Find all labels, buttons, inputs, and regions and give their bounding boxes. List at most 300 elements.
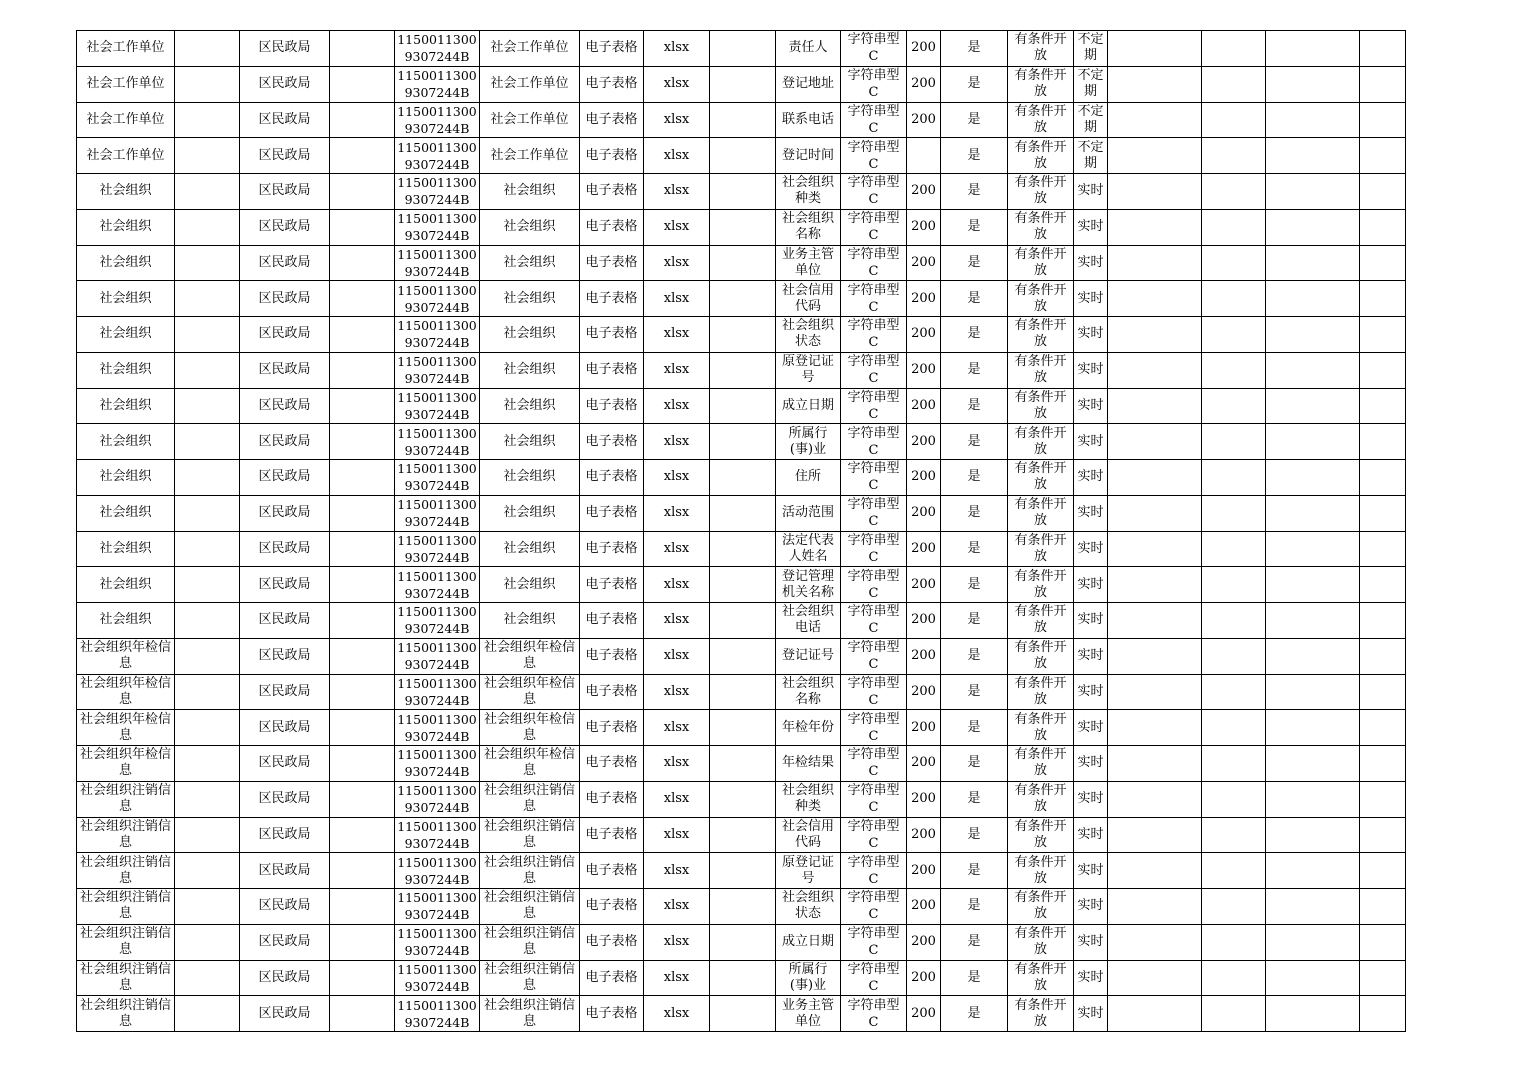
empty-cell <box>1108 460 1202 496</box>
empty-cell <box>1108 281 1202 317</box>
field-name-cell-text: 原登记证号 <box>781 854 834 886</box>
category-cell-text: 社会组织 <box>99 183 152 199</box>
required-cell <box>941 424 1008 460</box>
category-cell-text: 社会组织年检信息 <box>79 675 171 707</box>
empty-cell <box>175 495 240 531</box>
field-name-cell-text: 登记管理机关名称 <box>781 568 834 600</box>
field-name-cell <box>776 781 841 817</box>
update-rate-cell-text: 实时 <box>1077 433 1104 449</box>
format-cell-text: 电子表格 <box>585 1005 638 1021</box>
table-row <box>77 531 1406 567</box>
format-cell <box>580 460 644 496</box>
empty-cell <box>1108 102 1202 138</box>
format-cell <box>580 781 644 817</box>
empty-cell <box>710 638 776 674</box>
field-name-cell <box>776 853 841 889</box>
credit-code-cell <box>395 531 480 567</box>
department-cell <box>240 281 330 317</box>
empty-cell <box>330 889 395 925</box>
format-cell-text: 电子表格 <box>585 469 638 485</box>
format-cell-text: 电子表格 <box>585 826 638 842</box>
department-cell <box>240 174 330 210</box>
credit-code-cell-text: 11500113009307244B <box>397 68 477 101</box>
data-type-cell <box>841 209 907 245</box>
share-type-cell <box>1008 960 1074 996</box>
update-rate-cell-text: 不定期 <box>1077 139 1104 171</box>
empty-cell <box>1108 245 1202 281</box>
resource-name-cell <box>480 567 580 603</box>
field-name-cell-text: 社会组织种类 <box>781 175 834 207</box>
table-row <box>77 31 1406 67</box>
field-name-cell <box>776 638 841 674</box>
empty-cell <box>175 889 240 925</box>
required-cell-text: 是 <box>967 397 981 413</box>
extension-cell <box>644 245 710 281</box>
field-name-cell-text: 责任人 <box>788 40 828 56</box>
empty-cell <box>330 388 395 424</box>
field-name-cell <box>776 388 841 424</box>
department-cell <box>240 209 330 245</box>
field-name-cell <box>776 710 841 746</box>
category-cell <box>77 567 175 603</box>
resource-name-cell-text: 社会组织年检信息 <box>483 640 575 672</box>
data-type-cell-text: 字符串型C <box>847 497 900 530</box>
empty-cell <box>1202 245 1266 281</box>
table-row <box>77 460 1406 496</box>
department-cell <box>240 746 330 782</box>
empty-cell <box>1108 638 1202 674</box>
empty-cell <box>1360 388 1406 424</box>
length-cell-text: 200 <box>911 469 936 485</box>
required-cell <box>941 674 1008 710</box>
field-name-cell <box>776 567 841 603</box>
category-cell <box>77 174 175 210</box>
extension-cell-text: xlsx <box>663 969 690 985</box>
field-name-cell-text: 社会信用代码 <box>781 818 834 850</box>
empty-cell <box>1360 31 1406 67</box>
update-rate-cell-text: 实时 <box>1077 862 1104 878</box>
empty-cell <box>710 460 776 496</box>
empty-cell <box>1266 317 1360 353</box>
empty-cell <box>330 317 395 353</box>
category-cell-text: 社会组织注销信息 <box>79 854 171 886</box>
empty-cell <box>1108 674 1202 710</box>
empty-cell <box>1266 209 1360 245</box>
empty-cell <box>710 245 776 281</box>
format-cell <box>580 889 644 925</box>
data-type-cell <box>841 674 907 710</box>
required-cell <box>941 889 1008 925</box>
length-cell <box>907 674 941 710</box>
format-cell-text: 电子表格 <box>585 898 638 914</box>
credit-code-cell <box>395 924 480 960</box>
credit-code-cell <box>395 317 480 353</box>
format-cell <box>580 746 644 782</box>
required-cell-text: 是 <box>967 791 981 807</box>
category-cell <box>77 853 175 889</box>
resource-name-cell <box>480 317 580 353</box>
credit-code-cell <box>395 209 480 245</box>
format-cell <box>580 281 644 317</box>
resource-name-cell <box>480 352 580 388</box>
department-cell <box>240 924 330 960</box>
empty-cell <box>1202 889 1266 925</box>
table-row <box>77 746 1406 782</box>
required-cell-text: 是 <box>967 934 981 950</box>
data-type-cell <box>841 889 907 925</box>
share-type-cell-text: 有条件开放 <box>1014 711 1067 743</box>
empty-cell <box>1266 388 1360 424</box>
data-type-cell-text: 字符串型C <box>847 175 900 208</box>
empty-cell <box>1266 424 1360 460</box>
share-type-cell-text: 有条件开放 <box>1014 461 1067 493</box>
empty-cell <box>330 996 395 1032</box>
required-cell-text: 是 <box>967 147 981 163</box>
data-type-cell-text: 字符串型C <box>847 246 900 279</box>
empty-cell <box>330 674 395 710</box>
table-row <box>77 281 1406 317</box>
extension-cell-text: xlsx <box>663 433 690 449</box>
empty-cell <box>1360 960 1406 996</box>
credit-code-cell-text: 11500113009307244B <box>397 747 477 780</box>
empty-cell <box>710 424 776 460</box>
update-rate-cell <box>1074 889 1108 925</box>
department-cell-text: 区民政局 <box>258 219 311 235</box>
update-rate-cell <box>1074 174 1108 210</box>
department-cell-text: 区民政局 <box>258 683 311 699</box>
credit-code-cell <box>395 388 480 424</box>
resource-name-cell-text: 社会组织 <box>503 290 556 306</box>
department-cell-text: 区民政局 <box>258 540 311 556</box>
update-rate-cell <box>1074 960 1108 996</box>
data-type-cell <box>841 317 907 353</box>
resource-name-cell-text: 社会组织注销信息 <box>483 890 575 922</box>
empty-cell <box>330 638 395 674</box>
share-type-cell-text: 有条件开放 <box>1014 103 1067 135</box>
credit-code-cell <box>395 424 480 460</box>
extension-cell <box>644 781 710 817</box>
empty-cell <box>710 603 776 639</box>
resource-name-cell <box>480 996 580 1032</box>
extension-cell-text: xlsx <box>663 934 690 950</box>
empty-cell <box>1360 66 1406 102</box>
data-type-cell <box>841 460 907 496</box>
extension-cell-text: xlsx <box>663 111 690 127</box>
required-cell-text: 是 <box>967 612 981 628</box>
credit-code-cell-text: 11500113009307244B <box>397 246 477 279</box>
credit-code-cell <box>395 853 480 889</box>
category-cell-text: 社会工作单位 <box>86 111 165 127</box>
credit-code-cell <box>395 746 480 782</box>
resource-name-cell <box>480 138 580 174</box>
empty-cell <box>1108 388 1202 424</box>
share-type-cell-text: 有条件开放 <box>1014 175 1067 207</box>
share-type-cell <box>1008 889 1074 925</box>
field-name-cell <box>776 281 841 317</box>
required-cell <box>941 31 1008 67</box>
table-row <box>77 138 1406 174</box>
length-cell <box>907 853 941 889</box>
share-type-cell-text: 有条件开放 <box>1014 890 1067 922</box>
empty-cell <box>1108 209 1202 245</box>
share-type-cell <box>1008 388 1074 424</box>
update-rate-cell-text: 实时 <box>1077 540 1104 556</box>
empty-cell <box>175 209 240 245</box>
empty-cell <box>1202 531 1266 567</box>
update-rate-cell <box>1074 424 1108 460</box>
category-cell-text: 社会组织 <box>99 326 152 342</box>
share-type-cell-text: 有条件开放 <box>1014 282 1067 314</box>
empty-cell <box>175 853 240 889</box>
department-cell-text: 区民政局 <box>258 433 311 449</box>
department-cell <box>240 567 330 603</box>
data-type-cell <box>841 66 907 102</box>
required-cell <box>941 281 1008 317</box>
update-rate-cell-text: 实时 <box>1077 397 1104 413</box>
length-cell <box>907 567 941 603</box>
credit-code-cell-text: 11500113009307244B <box>397 640 477 673</box>
required-cell-text: 是 <box>967 969 981 985</box>
empty-cell <box>710 853 776 889</box>
department-cell-text: 区民政局 <box>258 576 311 592</box>
category-cell <box>77 460 175 496</box>
share-type-cell-text: 有条件开放 <box>1014 640 1067 672</box>
share-type-cell <box>1008 674 1074 710</box>
data-type-cell <box>841 603 907 639</box>
length-cell <box>907 66 941 102</box>
empty-cell <box>710 781 776 817</box>
department-cell <box>240 66 330 102</box>
data-type-cell-text: 字符串型C <box>847 425 900 458</box>
empty-cell <box>175 817 240 853</box>
extension-cell-text: xlsx <box>663 469 690 485</box>
empty-cell <box>330 174 395 210</box>
empty-cell <box>1108 138 1202 174</box>
credit-code-cell <box>395 960 480 996</box>
format-cell-text: 电子表格 <box>585 755 638 771</box>
table-row <box>77 66 1406 102</box>
credit-code-cell-text: 11500113009307244B <box>397 389 477 422</box>
share-type-cell-text: 有条件开放 <box>1014 783 1067 815</box>
update-rate-cell <box>1074 853 1108 889</box>
extension-cell-text: xlsx <box>663 576 690 592</box>
length-cell <box>907 138 941 174</box>
empty-cell <box>710 209 776 245</box>
update-rate-cell-text: 实时 <box>1077 898 1104 914</box>
data-type-cell-text: 字符串型C <box>847 604 900 637</box>
department-cell <box>240 495 330 531</box>
format-cell <box>580 603 644 639</box>
category-cell-text: 社会组织 <box>99 505 152 521</box>
category-cell-text: 社会组织注销信息 <box>79 783 171 815</box>
format-cell-text: 电子表格 <box>585 612 638 628</box>
length-cell-text: 200 <box>911 755 936 771</box>
share-type-cell <box>1008 31 1074 67</box>
empty-cell <box>1266 603 1360 639</box>
required-cell-text: 是 <box>967 1005 981 1021</box>
update-rate-cell <box>1074 388 1108 424</box>
update-rate-cell-text: 实时 <box>1077 648 1104 664</box>
empty-cell <box>710 31 776 67</box>
category-cell <box>77 495 175 531</box>
resource-name-cell-text: 社会组织 <box>503 254 556 270</box>
field-name-cell-text: 登记时间 <box>781 147 834 163</box>
department-cell-text: 区民政局 <box>258 290 311 306</box>
update-rate-cell-text: 实时 <box>1077 219 1104 235</box>
update-rate-cell <box>1074 817 1108 853</box>
required-cell <box>941 66 1008 102</box>
required-cell <box>941 960 1008 996</box>
empty-cell <box>1266 352 1360 388</box>
update-rate-cell <box>1074 317 1108 353</box>
empty-cell <box>710 66 776 102</box>
format-cell-text: 电子表格 <box>585 540 638 556</box>
extension-cell <box>644 746 710 782</box>
data-type-cell-text: 字符串型C <box>847 640 900 673</box>
empty-cell <box>175 31 240 67</box>
empty-cell <box>1360 674 1406 710</box>
category-cell-text: 社会组织注销信息 <box>79 926 171 958</box>
update-rate-cell <box>1074 746 1108 782</box>
format-cell-text: 电子表格 <box>585 576 638 592</box>
format-cell-text: 电子表格 <box>585 934 638 950</box>
data-type-cell <box>841 924 907 960</box>
credit-code-cell-text: 11500113009307244B <box>397 354 477 387</box>
resource-name-cell-text: 社会组织年检信息 <box>483 747 575 779</box>
field-name-cell <box>776 66 841 102</box>
resource-name-cell-text: 社会组织 <box>503 612 556 628</box>
field-name-cell <box>776 674 841 710</box>
length-cell-text: 200 <box>911 969 936 985</box>
empty-cell <box>1202 674 1266 710</box>
length-cell <box>907 817 941 853</box>
extension-cell <box>644 603 710 639</box>
resource-name-cell <box>480 710 580 746</box>
table-row <box>77 102 1406 138</box>
category-cell-text: 社会组织 <box>99 433 152 449</box>
empty-cell <box>1108 31 1202 67</box>
empty-cell <box>1266 960 1360 996</box>
extension-cell <box>644 66 710 102</box>
extension-cell <box>644 996 710 1032</box>
required-cell-text: 是 <box>967 290 981 306</box>
share-type-cell <box>1008 245 1074 281</box>
share-type-cell-text: 有条件开放 <box>1014 318 1067 350</box>
department-cell <box>240 531 330 567</box>
share-type-cell <box>1008 209 1074 245</box>
update-rate-cell <box>1074 996 1108 1032</box>
update-rate-cell-text: 实时 <box>1077 612 1104 628</box>
category-cell <box>77 209 175 245</box>
credit-code-cell <box>395 102 480 138</box>
length-cell <box>907 424 941 460</box>
update-rate-cell-text: 实时 <box>1077 254 1104 270</box>
credit-code-cell-text: 11500113009307244B <box>397 926 477 959</box>
empty-cell <box>175 924 240 960</box>
required-cell-text: 是 <box>967 362 981 378</box>
field-name-cell-text: 成立日期 <box>781 934 834 950</box>
empty-cell <box>1360 710 1406 746</box>
format-cell-text: 电子表格 <box>585 683 638 699</box>
empty-cell <box>710 746 776 782</box>
field-name-cell <box>776 960 841 996</box>
required-cell <box>941 853 1008 889</box>
resource-name-cell-text: 社会工作单位 <box>490 111 569 127</box>
empty-cell <box>1108 603 1202 639</box>
empty-cell <box>1266 781 1360 817</box>
resource-name-cell <box>480 209 580 245</box>
length-cell-text: 200 <box>911 111 936 127</box>
extension-cell <box>644 674 710 710</box>
empty-cell <box>1108 174 1202 210</box>
field-name-cell <box>776 352 841 388</box>
length-cell-text: 200 <box>911 397 936 413</box>
empty-cell <box>710 817 776 853</box>
required-cell <box>941 174 1008 210</box>
resource-name-cell <box>480 781 580 817</box>
required-cell-text: 是 <box>967 469 981 485</box>
field-name-cell-text: 社会组织电话 <box>781 604 834 636</box>
resource-name-cell-text: 社会组织 <box>503 540 556 556</box>
resource-name-cell <box>480 388 580 424</box>
resource-name-cell <box>480 174 580 210</box>
department-cell <box>240 317 330 353</box>
credit-code-cell <box>395 281 480 317</box>
share-type-cell-text: 有条件开放 <box>1014 961 1067 993</box>
resource-name-cell-text: 社会组织年检信息 <box>483 675 575 707</box>
category-cell <box>77 746 175 782</box>
required-cell <box>941 996 1008 1032</box>
table-body <box>77 31 1406 1032</box>
share-type-cell-text: 有条件开放 <box>1014 497 1067 529</box>
format-cell <box>580 924 644 960</box>
data-type-cell <box>841 138 907 174</box>
category-cell <box>77 960 175 996</box>
department-cell <box>240 781 330 817</box>
department-cell-text: 区民政局 <box>258 791 311 807</box>
credit-code-cell-text: 11500113009307244B <box>397 425 477 458</box>
format-cell-text: 电子表格 <box>585 969 638 985</box>
empty-cell <box>1202 138 1266 174</box>
empty-cell <box>1108 66 1202 102</box>
required-cell <box>941 924 1008 960</box>
empty-cell <box>1266 460 1360 496</box>
empty-cell <box>175 388 240 424</box>
resource-name-cell-text: 社会组织 <box>503 469 556 485</box>
format-cell <box>580 352 644 388</box>
update-rate-cell <box>1074 674 1108 710</box>
department-cell <box>240 138 330 174</box>
share-type-cell <box>1008 317 1074 353</box>
update-rate-cell <box>1074 31 1108 67</box>
credit-code-cell <box>395 352 480 388</box>
length-cell <box>907 209 941 245</box>
update-rate-cell-text: 实时 <box>1077 183 1104 199</box>
extension-cell <box>644 817 710 853</box>
department-cell-text: 区民政局 <box>258 648 311 664</box>
category-cell-text: 社会组织 <box>99 219 152 235</box>
credit-code-cell <box>395 781 480 817</box>
field-name-cell <box>776 138 841 174</box>
extension-cell <box>644 352 710 388</box>
required-cell <box>941 317 1008 353</box>
empty-cell <box>1360 460 1406 496</box>
empty-cell <box>1360 317 1406 353</box>
format-cell-text: 电子表格 <box>585 111 638 127</box>
department-cell <box>240 102 330 138</box>
field-name-cell-text: 住所 <box>794 469 821 485</box>
category-cell <box>77 352 175 388</box>
